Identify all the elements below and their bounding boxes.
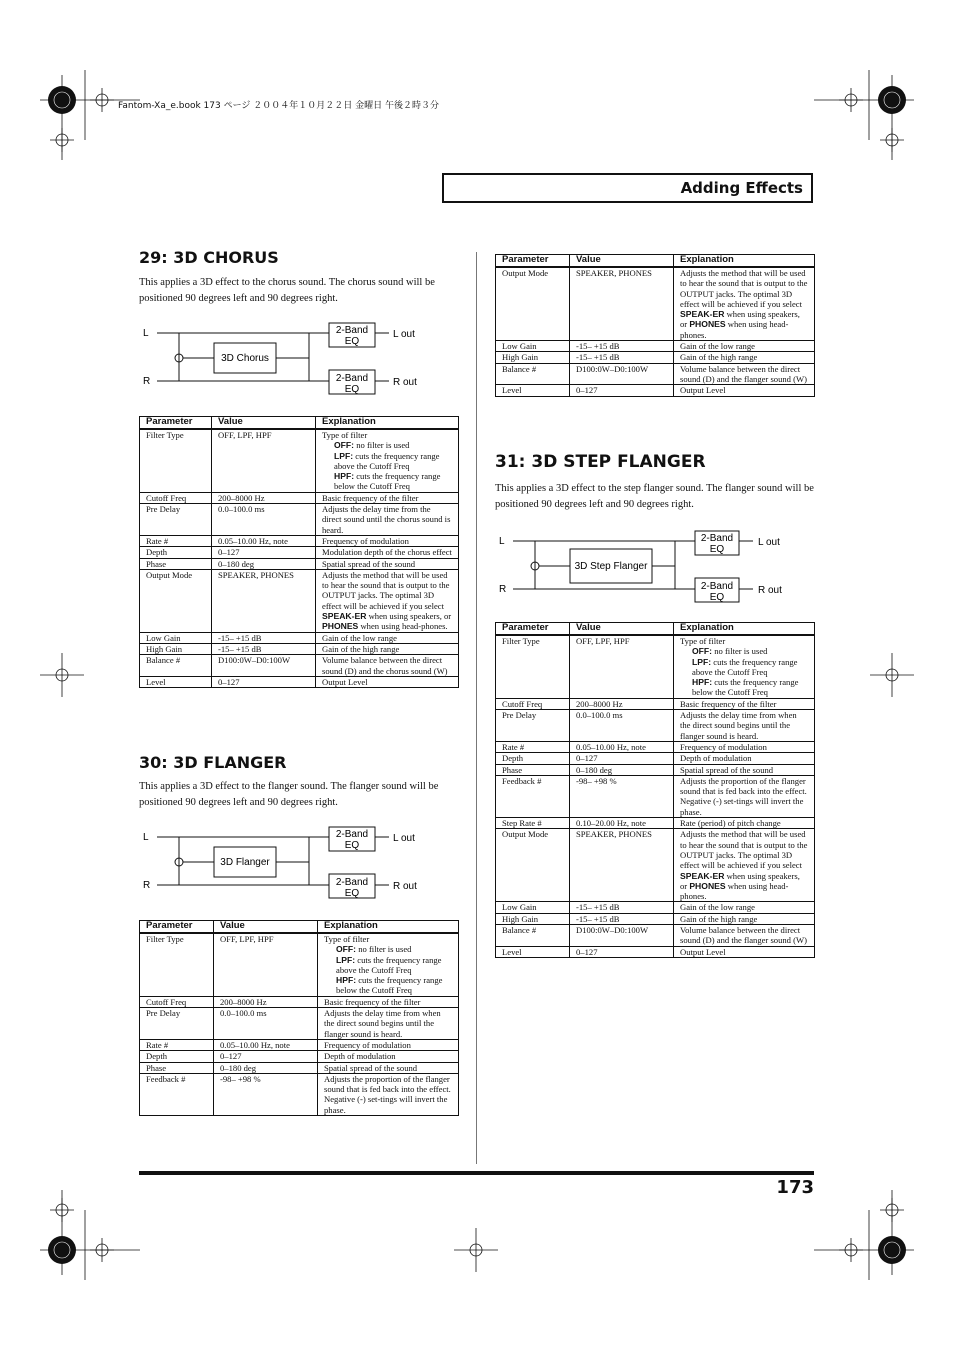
param-name: Cutoff Freq — [140, 996, 214, 1007]
param-name: High Gain — [496, 913, 570, 924]
column-header-explanation: Explanation — [674, 255, 815, 268]
param-explanation — [674, 741, 815, 752]
explanation-text: Spatial spread of the sound — [322, 558, 416, 569]
eq-label-4: EQ — [344, 384, 360, 395]
table-row — [140, 676, 459, 687]
param-explanation — [316, 569, 459, 632]
column-header-explanation: Explanation — [674, 623, 815, 636]
flanger-block-label: 3D Flanger — [220, 857, 270, 868]
param-explanation — [318, 1073, 459, 1115]
param-value: 0.05–10.00 Hz, note — [212, 535, 316, 546]
filter-option-key: OFF: — [692, 646, 713, 657]
explanation-text: when using speakers, or — [368, 611, 452, 622]
param-name: Low Gain — [140, 632, 212, 643]
param-name: Depth — [140, 1051, 214, 1062]
eq-label-1: 2-Band — [700, 533, 734, 544]
param-value: 200–8000 Hz — [214, 996, 318, 1007]
filter-option — [322, 451, 452, 472]
param-name: Balance # — [496, 925, 570, 947]
table-row — [140, 429, 459, 492]
param-name: Filter Type — [140, 429, 212, 492]
param-explanation — [316, 504, 459, 536]
param-value: SPEAKER, PHONES — [570, 829, 674, 902]
table-header-row — [496, 255, 815, 268]
param-explanation — [674, 753, 815, 764]
param-name: Feedback # — [140, 1073, 214, 1115]
table-row — [496, 352, 815, 363]
param-explanation — [674, 775, 815, 817]
param-explanation — [674, 363, 815, 385]
table-row — [496, 267, 815, 341]
explanation-text: Volume balance between the direct sound (D) and the chorus sound (W) — [322, 655, 448, 676]
param-name: Rate # — [140, 1039, 214, 1050]
section-title: Adding Effects — [442, 173, 813, 203]
explanation-text: Adjusts the method that will be used to hear the sound that is output to the OUTPUT jacks. The optimal 3D effect will be achieved if you select — [322, 569, 450, 611]
explanation-text: when using speakers, or — [680, 309, 800, 330]
filter-option-key: HPF: — [334, 471, 355, 482]
param-explanation — [674, 764, 815, 775]
param-value: -15– +15 dB — [570, 902, 674, 913]
explanation-text: Output Level — [680, 946, 726, 957]
explanation-text: Volume balance between the direct sound (D) and the flanger sound (W) — [680, 925, 807, 946]
param-explanation — [318, 996, 459, 1007]
lout-label: L out — [393, 833, 415, 844]
param-name: Cutoff Freq — [496, 698, 570, 709]
table-row — [496, 363, 815, 385]
filter-option-key: OFF: — [336, 944, 357, 955]
column-header-value: Value — [212, 417, 316, 430]
table-row — [140, 535, 459, 546]
table-row — [496, 829, 815, 902]
explanation-text: Basic frequency of the filter — [324, 996, 421, 1007]
eq-label-2: EQ — [344, 840, 360, 851]
param-name: Pre Delay — [496, 710, 570, 742]
table-row — [140, 547, 459, 558]
explanation-text: Spatial spread of the sound — [324, 1062, 418, 1073]
column-header-parameter: Parameter — [140, 921, 214, 934]
param-name: Depth — [496, 753, 570, 764]
filter-option — [680, 677, 808, 698]
param-explanation — [316, 655, 459, 677]
table-row — [140, 1008, 459, 1040]
diagram-r-label: R — [143, 376, 151, 387]
param-explanation — [316, 558, 459, 569]
param-value: 0–127 — [570, 946, 674, 957]
param-explanation — [316, 643, 459, 654]
param-value: OFF, LPF, HPF — [214, 933, 318, 996]
param-name: Balance # — [496, 363, 570, 385]
param-name: Phase — [140, 1062, 214, 1073]
filter-option-desc: no filter is used — [358, 944, 412, 955]
param-explanation — [318, 1008, 459, 1040]
param-value: 0.05–10.00 Hz, note — [570, 741, 674, 752]
param-value: 200–8000 Hz — [212, 492, 316, 503]
param-name: High Gain — [496, 352, 570, 363]
explanation-text: Adjusts the proportion of the flanger sound that is fed back into the effect. Negative (-) set-tings will invert the phase. — [324, 1073, 451, 1115]
column-divider — [476, 252, 477, 1164]
param-value: 0–180 deg — [212, 558, 316, 569]
rout-label: R out — [393, 881, 417, 892]
param-value: 0.0–100.0 ms — [212, 504, 316, 536]
table-row — [140, 1073, 459, 1115]
flanger-diagram — [139, 822, 459, 902]
param-name: Step Rate # — [496, 818, 570, 829]
eq-label-3: 2-Band — [700, 581, 734, 592]
table-row — [140, 643, 459, 654]
param-value: D100:0W–D0:100W — [570, 363, 674, 385]
table-row — [496, 775, 815, 817]
table-row — [140, 632, 459, 643]
explanation-text: Gain of the high range — [322, 643, 400, 654]
filter-option-desc: cuts the frequency range below the Cutoff Freq — [336, 975, 443, 996]
chorus-title: 29: 3D CHORUS — [139, 248, 279, 267]
table-row — [496, 385, 815, 396]
filter-option — [680, 657, 808, 678]
param-explanation — [674, 267, 815, 341]
param-explanation — [674, 635, 815, 698]
explanation-text: Depth of modulation — [324, 1051, 396, 1062]
explanation-text: Frequency of modulation — [322, 535, 409, 546]
filter-option-desc: cuts the frequency range below the Cutoff Freq — [334, 471, 441, 492]
filter-option — [324, 975, 452, 996]
eq-label-1: 2-Band — [335, 829, 369, 840]
column-header-value: Value — [570, 255, 674, 268]
filter-option-key: LPF: — [334, 450, 354, 461]
column-header-parameter: Parameter — [496, 623, 570, 636]
flanger-param-table-continued — [495, 254, 815, 397]
filter-option-desc: cuts the frequency range above the Cutoff Freq — [336, 954, 442, 975]
table-row — [140, 996, 459, 1007]
param-value: 0.0–100.0 ms — [214, 1008, 318, 1040]
filter-option — [322, 440, 452, 450]
step-flanger-intro: This applies a 3D effect to the step flanger sound. The flanger sound will be positioned 90 degrees left and 90 degrees right. — [495, 483, 814, 510]
param-name: Cutoff Freq — [140, 492, 212, 503]
param-explanation — [316, 492, 459, 503]
footer-rule — [139, 1171, 814, 1175]
table-row — [496, 925, 815, 947]
explanation-text: Gain of the low range — [322, 632, 397, 643]
param-explanation — [674, 385, 815, 396]
filter-option — [324, 955, 452, 976]
phones-keyword: PHONES — [689, 880, 726, 891]
column-header-parameter: Parameter — [140, 417, 212, 430]
eq-label-4: EQ — [709, 592, 725, 603]
param-name: High Gain — [140, 643, 212, 654]
param-value: 200–8000 Hz — [570, 698, 674, 709]
param-name: Output Mode — [496, 267, 570, 341]
param-value: -15– +15 dB — [212, 643, 316, 654]
eq-label-3: 2-Band — [335, 877, 369, 888]
table-header-row — [496, 623, 815, 636]
param-name: Balance # — [140, 655, 212, 677]
filter-option-key: OFF: — [334, 440, 355, 451]
eq-label-4: EQ — [344, 888, 360, 899]
explanation-text: when using speakers, or — [680, 870, 800, 891]
table-row — [140, 1051, 459, 1062]
param-value: -15– +15 dB — [570, 913, 674, 924]
eq-label-3: 2-Band — [335, 373, 369, 384]
lout-label: L out — [758, 537, 780, 548]
explanation-text: Adjusts the delay time from when the direct sound begins until the flanger sound is heard. — [680, 710, 797, 741]
table-header-row — [140, 921, 459, 934]
page-number: 173 — [776, 1177, 814, 1198]
param-name: Filter Type — [140, 933, 214, 996]
eq-label-1: 2-Band — [335, 325, 369, 336]
param-explanation — [674, 946, 815, 957]
param-name: Phase — [496, 764, 570, 775]
table-row — [496, 946, 815, 957]
param-explanation — [674, 352, 815, 363]
param-explanation — [316, 547, 459, 558]
param-name: Rate # — [140, 535, 212, 546]
param-explanation — [318, 1051, 459, 1062]
param-explanation — [318, 933, 459, 996]
param-name: Pre Delay — [140, 504, 212, 536]
filter-option — [680, 646, 808, 656]
rout-label: R out — [758, 585, 782, 596]
filter-option — [324, 944, 452, 954]
explanation-text: when using head-phones. — [680, 880, 789, 902]
column-header-value: Value — [570, 623, 674, 636]
filter-option — [322, 471, 452, 492]
explanation-text: Gain of the low range — [680, 341, 755, 352]
param-name: Depth — [140, 547, 212, 558]
filter-option-desc: no filter is used — [356, 440, 410, 451]
param-explanation — [674, 710, 815, 742]
param-explanation — [318, 1062, 459, 1073]
filter-option-key: HPF: — [692, 677, 713, 688]
explanation-text: when using head-phones. — [680, 319, 789, 340]
eq-label-2: EQ — [344, 336, 360, 347]
explanation-text: Basic frequency of the filter — [322, 492, 419, 503]
explanation-text: Gain of the low range — [680, 902, 755, 913]
print-header: Fantom-Xa_e.book 173 ページ ２００４年１０月２２日 金曜日 午後２時３分 — [118, 101, 439, 111]
flanger-intro: This applies a 3D effect to the flanger sound. The flanger sound will be positioned 90 degrees left and 90 degrees right. — [139, 781, 439, 808]
param-name: Output Mode — [496, 829, 570, 902]
param-name: Filter Type — [496, 635, 570, 698]
speaker-keyword: SPEAK-ER — [680, 309, 725, 320]
param-value: 0.10–20.00 Hz, note — [570, 818, 674, 829]
explanation-text: Gain of the high range — [680, 352, 758, 363]
step-flanger-block-label: 3D Step Flanger — [574, 561, 648, 572]
param-value: 0–127 — [212, 547, 316, 558]
param-value: 0–180 deg — [214, 1062, 318, 1073]
table-header-row — [140, 417, 459, 430]
explanation-text: Frequency of modulation — [324, 1039, 411, 1050]
filter-option-desc: cuts the frequency range below the Cutoff Freq — [692, 677, 799, 698]
param-value: -15– +15 dB — [570, 352, 674, 363]
diagram-l-label: L — [143, 832, 149, 843]
param-explanation — [674, 818, 815, 829]
flanger-param-table — [139, 920, 459, 1116]
table-row — [140, 1062, 459, 1073]
explanation-text: Output Level — [322, 676, 368, 687]
param-name: Low Gain — [496, 341, 570, 352]
param-value: OFF, LPF, HPF — [212, 429, 316, 492]
explanation-text: Modulation depth of the chorus effect — [322, 547, 452, 558]
explanation-text: Gain of the high range — [680, 913, 758, 924]
table-row — [140, 1039, 459, 1050]
phones-keyword: PHONES — [322, 621, 359, 632]
chorus-block-label: 3D Chorus — [221, 353, 269, 364]
table-row — [496, 902, 815, 913]
explanation-text: Type of filter — [322, 430, 368, 440]
param-value: -15– +15 dB — [570, 341, 674, 352]
table-row — [496, 710, 815, 742]
step-flanger-diagram — [495, 526, 815, 606]
param-value: SPEAKER, PHONES — [212, 569, 316, 632]
filter-option-key: LPF: — [692, 656, 712, 667]
column-header-explanation: Explanation — [318, 921, 459, 934]
param-value: 0–127 — [212, 676, 316, 687]
param-value: 0.0–100.0 ms — [570, 710, 674, 742]
speaker-keyword: SPEAK-ER — [680, 870, 725, 881]
param-explanation — [318, 1039, 459, 1050]
table-row — [496, 753, 815, 764]
param-explanation — [316, 632, 459, 643]
table-row — [496, 698, 815, 709]
param-name: Output Mode — [140, 569, 212, 632]
param-value: -98– +98 % — [214, 1073, 318, 1115]
step-flanger-title: 31: 3D STEP FLANGER — [495, 452, 706, 472]
phones-keyword: PHONES — [689, 319, 726, 330]
param-explanation — [674, 698, 815, 709]
param-name: Level — [140, 676, 212, 687]
table-row — [496, 635, 815, 698]
explanation-text: Adjusts the delay time from when the direct sound begins until the flanger sound is heard. — [324, 1008, 441, 1039]
filter-option-desc: cuts the frequency range above the Cutoff Freq — [334, 450, 440, 471]
table-row — [140, 558, 459, 569]
param-explanation — [674, 341, 815, 352]
param-value: 0.05–10.00 Hz, note — [214, 1039, 318, 1050]
column-header-parameter: Parameter — [496, 255, 570, 268]
filter-option-key: HPF: — [336, 975, 357, 986]
explanation-text: Spatial spread of the sound — [680, 764, 774, 775]
rout-label: R out — [393, 377, 417, 388]
filter-option-key: LPF: — [336, 954, 356, 965]
param-value: -15– +15 dB — [212, 632, 316, 643]
param-value: D100:0W–D0:100W — [212, 655, 316, 677]
explanation-text: Depth of modulation — [680, 753, 752, 764]
step-flanger-param-table — [495, 622, 815, 958]
param-explanation — [316, 676, 459, 687]
flanger-title: 30: 3D FLANGER — [139, 753, 287, 772]
lout-label: L out — [393, 329, 415, 340]
table-row — [140, 492, 459, 503]
explanation-text: Adjusts the method that will be used to hear the sound that is output to the OUTPUT jacks. The optimal 3D effect will be achieved if you select — [680, 829, 808, 871]
param-value: 0–127 — [214, 1051, 318, 1062]
table-row — [140, 504, 459, 536]
param-name: Level — [496, 946, 570, 957]
chorus-intro: This applies a 3D effect to the chorus sound. The chorus sound will be positioned 90 degrees left and 90 degrees right. — [139, 277, 435, 304]
diagram-r-label: R — [499, 584, 507, 595]
table-row — [496, 741, 815, 752]
param-name: Feedback # — [496, 775, 570, 817]
param-value: SPEAKER, PHONES — [570, 267, 674, 341]
param-explanation — [674, 913, 815, 924]
explanation-text: Volume balance between the direct sound (D) and the flanger sound (W) — [680, 363, 807, 384]
param-name: Rate # — [496, 741, 570, 752]
explanation-text: Type of filter — [324, 934, 370, 944]
explanation-text: Adjusts the delay time from the direct sound until the chorus sound is heard. — [322, 504, 451, 535]
speaker-keyword: SPEAK-ER — [322, 611, 367, 622]
explanation-text: Adjusts the method that will be used to hear the sound that is output to the OUTPUT jacks. The optimal 3D effect will be achieved if you select — [680, 268, 808, 309]
param-explanation — [316, 535, 459, 546]
table-row — [140, 655, 459, 677]
column-header-value: Value — [214, 921, 318, 934]
diagram-l-label: L — [143, 328, 149, 339]
param-name: Pre Delay — [140, 1008, 214, 1040]
filter-option-desc: no filter is used — [714, 646, 768, 657]
param-value: D100:0W–D0:100W — [570, 925, 674, 947]
table-row — [140, 569, 459, 632]
param-name: Level — [496, 385, 570, 396]
param-explanation — [674, 925, 815, 947]
table-row — [140, 933, 459, 996]
explanation-text: Basic frequency of the filter — [680, 698, 777, 709]
explanation-text: Type of filter — [680, 636, 726, 646]
param-explanation — [674, 902, 815, 913]
param-explanation — [316, 429, 459, 492]
table-row — [496, 913, 815, 924]
column-header-explanation: Explanation — [316, 417, 459, 430]
table-row — [496, 764, 815, 775]
explanation-text: when using head-phones. — [360, 621, 448, 632]
filter-option-desc: cuts the frequency range above the Cutoff Freq — [692, 656, 798, 677]
param-value: OFF, LPF, HPF — [570, 635, 674, 698]
explanation-text: Frequency of modulation — [680, 741, 767, 752]
chorus-diagram — [139, 318, 459, 398]
param-value: -98– +98 % — [570, 775, 674, 817]
param-name: Low Gain — [496, 902, 570, 913]
table-row — [496, 818, 815, 829]
param-value: 0–127 — [570, 385, 674, 396]
chorus-param-table — [139, 416, 459, 688]
param-name: Phase — [140, 558, 212, 569]
explanation-text: Rate (period) of pitch change — [680, 818, 781, 829]
explanation-text: Output Level — [680, 385, 726, 396]
param-value: 0–127 — [570, 753, 674, 764]
eq-label-2: EQ — [709, 544, 725, 555]
diagram-l-label: L — [499, 536, 505, 547]
explanation-text: Adjusts the proportion of the flanger sound that is fed back into the effect. Negative (-) set-tings will invert the phase. — [680, 775, 807, 817]
param-explanation — [674, 829, 815, 902]
diagram-r-label: R — [143, 880, 151, 891]
table-row — [496, 341, 815, 352]
param-value: 0–180 deg — [570, 764, 674, 775]
